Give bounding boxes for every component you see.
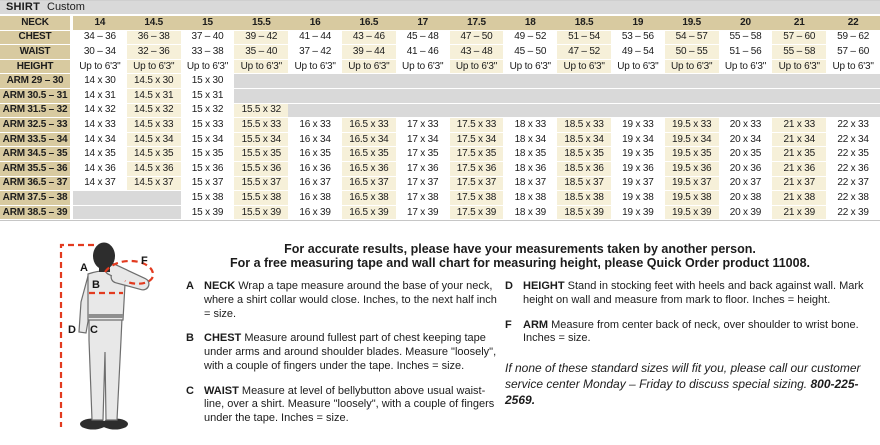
table-cell: 19 x 33 <box>611 118 665 133</box>
table-cell: 19 x 34 <box>611 133 665 148</box>
table-cell: 39 – 42 <box>234 31 288 46</box>
table-cell: 15.5 x 34 <box>234 133 288 148</box>
table-cell <box>826 89 880 104</box>
table-row <box>0 74 880 89</box>
instruction-term: HEIGHT <box>523 280 565 292</box>
table-cell: 22 x 37 <box>826 177 880 192</box>
table-cell: Up to 6'3" <box>234 60 288 75</box>
table-cell: ARM 32.5 – 33 <box>0 118 73 133</box>
figure-label-d: D <box>68 324 76 336</box>
table-cell: 51 – 56 <box>719 45 773 60</box>
table-cell: 16.5 x 37 <box>342 177 396 192</box>
table-cell: 15 x 34 <box>181 133 235 148</box>
table-cell: 34 – 36 <box>73 31 127 46</box>
table-cell: 57 – 60 <box>772 31 826 46</box>
table-cell: Up to 6'3" <box>181 60 235 75</box>
table-cell <box>342 74 396 89</box>
table-cell <box>234 89 288 104</box>
table-cell: 14.5 x 36 <box>127 162 181 177</box>
table-cell: 19 <box>611 16 665 31</box>
table-cell: 18.5 x 35 <box>557 147 611 162</box>
table-cell <box>557 74 611 89</box>
table-cell: 15 x 32 <box>181 104 235 119</box>
table-cell: 45 – 48 <box>396 31 450 46</box>
table-cell <box>557 89 611 104</box>
table-cell: 20 x 39 <box>719 206 773 221</box>
table-cell: 21 x 35 <box>772 147 826 162</box>
table-title: SHIRT <box>6 1 40 13</box>
table-cell: 17.5 x 39 <box>450 206 504 221</box>
table-cell: ARM 33.5 – 34 <box>0 133 73 148</box>
table-cell: 53 – 56 <box>611 31 665 46</box>
table-cell: 14.5 x 31 <box>127 89 181 104</box>
table-cell: 15 x 37 <box>181 177 235 192</box>
table-cell <box>342 89 396 104</box>
instruction-item-chest <box>186 332 500 373</box>
table-cell: NECK <box>0 16 73 31</box>
table-cell: ARM 31.5 – 32 <box>0 104 73 119</box>
table-cell <box>665 89 719 104</box>
table-cell <box>73 191 127 206</box>
instruction-body: Stand in stocking feet with heels and back against wall. Mark height on wall and measure from mark to floor. Inches = height. <box>523 280 864 306</box>
table-cell: 19.5 x 37 <box>665 177 719 192</box>
table-cell: 35 – 40 <box>234 45 288 60</box>
table-cell: 17 <box>396 16 450 31</box>
table-cell <box>396 104 450 119</box>
table-cell: Up to 6'3" <box>772 60 826 75</box>
instruction-term: NECK <box>204 280 236 292</box>
table-cell: 17 x 35 <box>396 147 450 162</box>
table-cell <box>719 104 773 119</box>
table-cell: 15 x 36 <box>181 162 235 177</box>
table-cell: 14.5 x 34 <box>127 133 181 148</box>
table-cell: 17.5 x 36 <box>450 162 504 177</box>
table-cell: 16.5 x 39 <box>342 206 396 221</box>
table-cell: 16 x 36 <box>288 162 342 177</box>
table-cell: 19 x 35 <box>611 147 665 162</box>
table-cell: ARM 34.5 – 35 <box>0 147 73 162</box>
table-cell: 17.5 x 37 <box>450 177 504 192</box>
table-cell: 15 <box>181 16 235 31</box>
table-cell: 14 x 30 <box>73 74 127 89</box>
size-table-body <box>0 16 880 220</box>
table-cell: 20 x 35 <box>719 147 773 162</box>
table-row <box>0 118 880 133</box>
table-cell: 43 – 48 <box>450 45 504 60</box>
table-cell: 49 – 52 <box>503 31 557 46</box>
instruction-letter: D <box>505 280 513 292</box>
table-cell <box>450 74 504 89</box>
table-cell: Up to 6'3" <box>503 60 557 75</box>
table-cell: 21 x 34 <box>772 133 826 148</box>
instructions-left <box>186 280 500 437</box>
table-cell: 15.5 x 33 <box>234 118 288 133</box>
table-cell <box>450 104 504 119</box>
table-cell: Up to 6'3" <box>396 60 450 75</box>
table-cell <box>288 74 342 89</box>
table-row <box>0 191 880 206</box>
table-cell <box>665 104 719 119</box>
table-cell: 22 x 38 <box>826 191 880 206</box>
instructions-right <box>505 280 879 409</box>
table-cell: 18 x 34 <box>503 133 557 148</box>
table-cell <box>719 74 773 89</box>
instruction-item-neck <box>186 280 500 321</box>
table-cell: ARM 36.5 – 37 <box>0 177 73 192</box>
table-cell: 16 x 38 <box>288 191 342 206</box>
instruction-text <box>204 280 500 321</box>
table-cell: 18 x 37 <box>503 177 557 192</box>
measurement-figure <box>4 240 172 436</box>
table-cell: 16.5 x 38 <box>342 191 396 206</box>
table-cell: 51 – 54 <box>557 31 611 46</box>
instruction-letter: B <box>186 332 194 345</box>
table-cell: CHEST <box>0 31 73 46</box>
table-cell: 50 – 55 <box>665 45 719 60</box>
table-cell: 15 x 38 <box>181 191 235 206</box>
instruction-text <box>523 280 879 308</box>
table-cell: 37 – 40 <box>181 31 235 46</box>
figure-label-f: F <box>141 255 148 267</box>
table-cell: 16.5 x 33 <box>342 118 396 133</box>
table-cell: 14 x 32 <box>73 104 127 119</box>
table-cell: 21 x 36 <box>772 162 826 177</box>
table-cell: 14.5 x 35 <box>127 147 181 162</box>
instruction-body: Measure at level of bellybutton above usual waist-line, over a shirt. Measure "loosely", with a couple of fingers under the tape. Inches = size. <box>204 384 495 424</box>
table-cell <box>557 104 611 119</box>
table-cell: 30 – 34 <box>73 45 127 60</box>
table-cell: 22 x 34 <box>826 133 880 148</box>
table-cell: 57 – 60 <box>826 45 880 60</box>
table-cell: 16 <box>288 16 342 31</box>
instruction-body: Wrap a tape measure around the base of your neck, where a shirt collar would close. Inches, to the next half inch = size. <box>204 280 497 320</box>
table-cell: ARM 30.5 – 31 <box>0 89 73 104</box>
table-cell: ARM 35.5 – 36 <box>0 162 73 177</box>
table-cell: 16.5 x 34 <box>342 133 396 148</box>
size-table <box>0 16 880 221</box>
table-cell: 19.5 x 33 <box>665 118 719 133</box>
table-cell: 15.5 <box>234 16 288 31</box>
table-row <box>0 45 880 60</box>
table-cell: 18.5 x 39 <box>557 206 611 221</box>
table-cell <box>127 206 181 221</box>
table-subtitle: Custom <box>47 1 85 13</box>
table-cell: 16.5 x 35 <box>342 147 396 162</box>
table-cell: 17.5 x 33 <box>450 118 504 133</box>
table-cell: 15.5 x 32 <box>234 104 288 119</box>
table-cell: 21 x 33 <box>772 118 826 133</box>
instruction-item-height <box>505 280 879 308</box>
table-cell: 19.5 x 36 <box>665 162 719 177</box>
table-cell: 19.5 x 35 <box>665 147 719 162</box>
table-cell: 17 x 33 <box>396 118 450 133</box>
table-cell: 18 x 33 <box>503 118 557 133</box>
table-row <box>0 89 880 104</box>
table-cell: 45 – 50 <box>503 45 557 60</box>
table-cell: Up to 6'3" <box>73 60 127 75</box>
table-cell: 21 x 38 <box>772 191 826 206</box>
table-cell: 59 – 62 <box>826 31 880 46</box>
table-cell: 19 x 38 <box>611 191 665 206</box>
table-cell: 21 x 37 <box>772 177 826 192</box>
table-cell: 15 x 30 <box>181 74 235 89</box>
table-cell: HEIGHT <box>0 60 73 75</box>
table-title-bar <box>0 0 880 16</box>
table-cell: 17 x 39 <box>396 206 450 221</box>
table-cell: 14 x 33 <box>73 118 127 133</box>
table-cell: 14.5 x 30 <box>127 74 181 89</box>
table-cell: 17.5 x 38 <box>450 191 504 206</box>
table-cell: Up to 6'3" <box>127 60 181 75</box>
instruction-item-arm <box>505 319 879 347</box>
table-cell: 20 <box>719 16 773 31</box>
table-cell: 22 <box>826 16 880 31</box>
instruction-body: Measure around fullest part of chest keeping tape under arms and around shoulder blades. Measure "loosely", with a couple of fingers under the tape. Inches = size. <box>204 332 497 372</box>
table-cell: 36 – 38 <box>127 31 181 46</box>
table-cell: 18 x 35 <box>503 147 557 162</box>
instruction-text <box>523 319 879 347</box>
table-cell <box>288 89 342 104</box>
table-cell: 20 x 33 <box>719 118 773 133</box>
table-cell: 15 x 31 <box>181 89 235 104</box>
table-cell: 14.5 x 37 <box>127 177 181 192</box>
table-cell: 16.5 x 36 <box>342 162 396 177</box>
instruction-text <box>204 385 500 426</box>
table-cell: 14 x 31 <box>73 89 127 104</box>
table-cell: Up to 6'3" <box>826 60 880 75</box>
instruction-letter: A <box>186 280 194 292</box>
figure-person <box>79 243 143 430</box>
table-cell: 43 – 46 <box>342 31 396 46</box>
table-cell: 18.5 x 36 <box>557 162 611 177</box>
instruction-text <box>204 332 500 373</box>
table-cell: 16.5 <box>342 16 396 31</box>
table-cell: 19.5 x 38 <box>665 191 719 206</box>
table-cell <box>826 74 880 89</box>
table-cell <box>396 74 450 89</box>
table-cell: 16 x 34 <box>288 133 342 148</box>
table-cell: 19 x 39 <box>611 206 665 221</box>
table-cell: 15.5 x 38 <box>234 191 288 206</box>
table-cell: 16 x 37 <box>288 177 342 192</box>
instruction-term: CHEST <box>204 332 242 345</box>
table-row <box>0 31 880 46</box>
table-cell: 15 x 35 <box>181 147 235 162</box>
table-cell: 18.5 x 37 <box>557 177 611 192</box>
table-row <box>0 206 880 221</box>
table-cell: 22 x 36 <box>826 162 880 177</box>
figure-label-b: B <box>92 279 100 291</box>
table-cell: 14 x 35 <box>73 147 127 162</box>
table-cell: ARM 37.5 – 38 <box>0 191 73 206</box>
table-cell <box>503 89 557 104</box>
table-cell: 15 x 33 <box>181 118 235 133</box>
table-cell <box>503 74 557 89</box>
note-line-1: For accurate results, please have your measurements taken by another person. <box>284 242 756 256</box>
table-row <box>0 60 880 75</box>
table-cell: 19.5 x 39 <box>665 206 719 221</box>
table-cell: 14 <box>73 16 127 31</box>
table-cell <box>73 206 127 221</box>
table-cell: 19 x 36 <box>611 162 665 177</box>
table-cell <box>772 104 826 119</box>
neck-header-row <box>0 16 880 31</box>
table-cell: 20 x 34 <box>719 133 773 148</box>
table-cell: 15.5 x 37 <box>234 177 288 192</box>
instruction-term: ARM <box>523 318 549 331</box>
table-cell <box>826 104 880 119</box>
table-cell <box>772 89 826 104</box>
table-cell: 14.5 x 33 <box>127 118 181 133</box>
special-note-text: If none of these standard sizes will fit you, please call our customer service center Monday – Friday to discuss special sizing. <box>505 361 861 392</box>
table-cell: 41 – 46 <box>396 45 450 60</box>
table-cell: ARM 38.5 – 39 <box>0 206 73 221</box>
table-cell: 19 x 37 <box>611 177 665 192</box>
table-cell <box>288 104 342 119</box>
table-cell <box>665 74 719 89</box>
table-cell: 19.5 <box>665 16 719 31</box>
table-cell: Up to 6'3" <box>342 60 396 75</box>
table-cell: 14 x 36 <box>73 162 127 177</box>
table-cell: Up to 6'3" <box>611 60 665 75</box>
table-cell <box>719 89 773 104</box>
table-cell: 18 x 36 <box>503 162 557 177</box>
table-cell: 54 – 57 <box>665 31 719 46</box>
table-cell: 18 <box>503 16 557 31</box>
table-cell: 17 x 38 <box>396 191 450 206</box>
table-cell <box>234 74 288 89</box>
table-cell: 15 x 39 <box>181 206 235 221</box>
table-cell: 18 x 38 <box>503 191 557 206</box>
table-cell: 20 x 38 <box>719 191 773 206</box>
table-cell: 14.5 x 32 <box>127 104 181 119</box>
table-cell: 20 x 37 <box>719 177 773 192</box>
figure-label-c: C <box>90 324 98 336</box>
table-cell: 15.5 x 35 <box>234 147 288 162</box>
table-cell: 32 – 36 <box>127 45 181 60</box>
table-cell: WAIST <box>0 45 73 60</box>
table-cell: 17 x 36 <box>396 162 450 177</box>
waistband <box>88 314 123 318</box>
table-cell: 17.5 x 35 <box>450 147 504 162</box>
table-cell: 15.5 x 36 <box>234 162 288 177</box>
table-row <box>0 104 880 119</box>
table-cell: 15.5 x 39 <box>234 206 288 221</box>
table-cell: Up to 6'3" <box>719 60 773 75</box>
special-sizing-note <box>505 360 879 409</box>
table-cell: ARM 29 – 30 <box>0 74 73 89</box>
table-cell: 20 x 36 <box>719 162 773 177</box>
table-cell: 18.5 <box>557 16 611 31</box>
table-cell: 19.5 x 34 <box>665 133 719 148</box>
table-cell: 55 – 58 <box>719 31 773 46</box>
table-row <box>0 162 880 177</box>
table-cell: 21 <box>772 16 826 31</box>
table-cell: 17 x 34 <box>396 133 450 148</box>
table-cell: Up to 6'3" <box>665 60 719 75</box>
table-cell: 47 – 50 <box>450 31 504 46</box>
figure-label-a: A <box>80 262 88 274</box>
table-cell: 33 – 38 <box>181 45 235 60</box>
table-cell <box>503 104 557 119</box>
table-cell: Up to 6'3" <box>557 60 611 75</box>
measuring-notes <box>170 242 870 271</box>
table-cell <box>611 89 665 104</box>
table-cell: 14.5 <box>127 16 181 31</box>
table-cell: 14 x 37 <box>73 177 127 192</box>
table-cell: 22 x 39 <box>826 206 880 221</box>
table-cell: 18.5 x 38 <box>557 191 611 206</box>
table-cell: 17 x 37 <box>396 177 450 192</box>
table-cell: 22 x 35 <box>826 147 880 162</box>
table-cell: 17.5 <box>450 16 504 31</box>
table-cell <box>611 104 665 119</box>
table-cell: 22 x 33 <box>826 118 880 133</box>
table-cell <box>450 89 504 104</box>
table-cell: 41 – 44 <box>288 31 342 46</box>
table-cell: 16 x 35 <box>288 147 342 162</box>
table-cell: Up to 6'3" <box>450 60 504 75</box>
instruction-term: WAIST <box>204 384 239 397</box>
table-cell <box>772 74 826 89</box>
table-cell: 47 – 52 <box>557 45 611 60</box>
table-row <box>0 133 880 148</box>
table-cell: 18.5 x 33 <box>557 118 611 133</box>
table-cell: 39 – 44 <box>342 45 396 60</box>
table-cell: 16 x 39 <box>288 206 342 221</box>
note-line-2: For a free measuring tape and wall chart for measuring height, please Quick Order product 11008. <box>229 256 811 271</box>
instruction-item-waist <box>186 385 500 426</box>
table-cell: 55 – 58 <box>772 45 826 60</box>
table-cell <box>396 89 450 104</box>
table-cell: 17.5 x 34 <box>450 133 504 148</box>
table-cell <box>611 74 665 89</box>
instruction-body: Measure from center back of neck, over shoulder to wrist bone. Inches = size. <box>523 318 859 345</box>
table-cell: 37 – 42 <box>288 45 342 60</box>
table-row <box>0 147 880 162</box>
table-cell: Up to 6'3" <box>288 60 342 75</box>
table-cell: 49 – 54 <box>611 45 665 60</box>
table-cell: 21 x 39 <box>772 206 826 221</box>
table-cell <box>342 104 396 119</box>
table-row <box>0 177 880 192</box>
table-cell <box>127 191 181 206</box>
phone-number: 800-225-2569. <box>505 377 859 408</box>
table-cell: 14 x 34 <box>73 133 127 148</box>
instruction-letter: C <box>186 384 194 397</box>
instruction-letter: F <box>505 318 512 331</box>
table-cell: 18 x 39 <box>503 206 557 221</box>
table-cell: 18.5 x 34 <box>557 133 611 148</box>
table-cell: 16 x 33 <box>288 118 342 133</box>
